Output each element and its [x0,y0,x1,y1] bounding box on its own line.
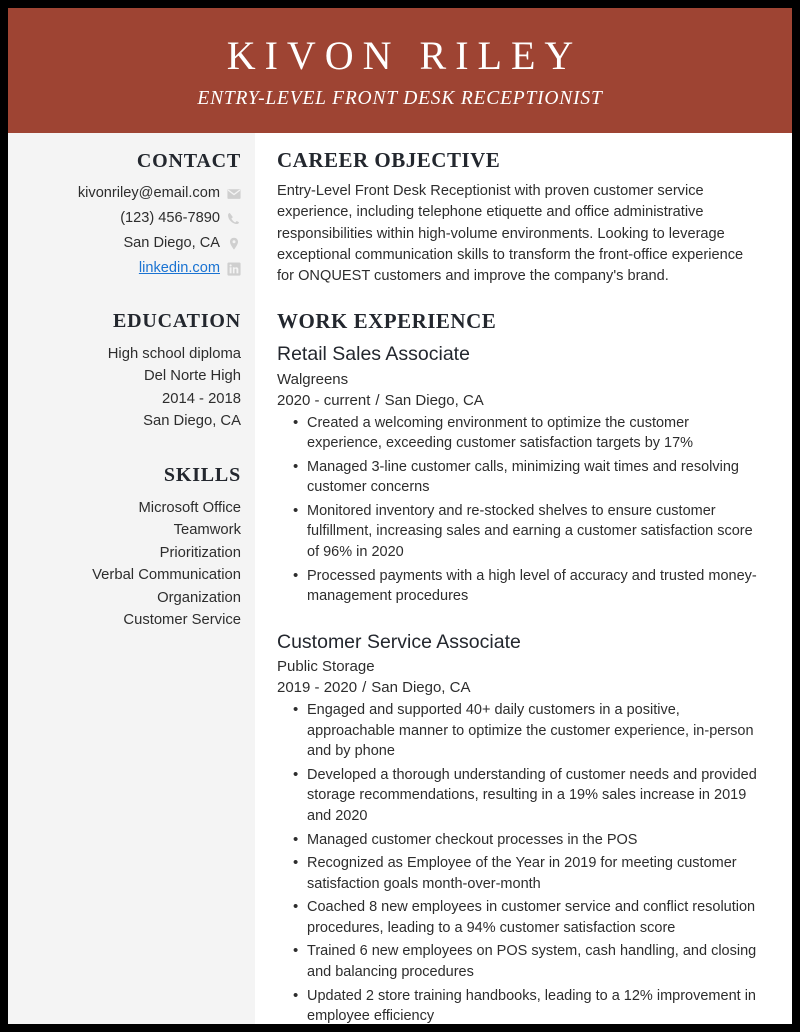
linkedin-link[interactable]: linkedin.com [138,260,220,277]
career-objective-heading: CAREER OBJECTIVE [277,148,501,172]
contact-item-location[interactable] [18,233,241,254]
education-section [18,309,241,433]
job-bullet: • Engaged and supported 40+ daily customers in a positive, approachable manner to optimize the customer experience, in-person and by phone [307,700,758,762]
job-company: Walgreens [277,370,349,388]
job-bullet: • Managed 3-line customer calls, minimizing wait times and resolving customer concerns [307,457,758,498]
contact-heading: CONTACT [136,150,241,172]
education-degree: High school diploma [107,345,241,362]
skill-item: Teamwork [173,522,241,539]
career-objective-section [277,148,758,287]
job-entry [277,342,758,607]
job-bullet: • Coached 8 new employees in customer service and conflict resolution procedures, leading to a 94% customer satisfaction score [307,897,758,938]
main-content [255,133,792,1024]
job-spacer [277,613,758,630]
skill-item: Verbal Communication [92,567,241,584]
job-dates: 2019 - 2020 [277,679,358,697]
contact-location-text: San Diego, CA [123,235,220,252]
work-experience-section [277,309,758,1024]
skill-item: Prioritization [159,544,241,561]
resume-header-banner [8,8,792,133]
section-spacer [277,287,758,309]
job-meta-separator: / [362,679,367,697]
sidebar [8,133,255,1024]
candidate-name: KIVON RILEY [226,33,583,78]
job-bullet: • Recognized as Employee of the Year in 2019 for meeting customer satisfaction goals month-over-month [307,853,758,894]
job-company: Public Storage [277,658,375,676]
education-heading: EDUCATION [113,309,241,332]
job-bullet: • Updated 2 store training handbooks, leading to a 12% improvement in employee efficiency [307,986,758,1024]
education-dates: 2014 - 2018 [162,390,241,407]
skill-item: Microsoft Office [138,499,241,516]
job-meta [277,677,758,698]
job-bullet-list [277,413,758,607]
resume-body [8,133,792,1024]
job-bullet: • Managed customer checkout processes in the POS [307,830,758,851]
job-entry [277,630,758,1024]
candidate-job-title: ENTRY-LEVEL FRONT DESK RECEPTIONIST [197,88,603,109]
job-bullet: • Trained 6 new employees on POS system, cash handling, and closing and balancing procedures [307,941,758,982]
job-bullet: • Created a welcoming environment to optimize the customer experience, exceeding customer satisfaction targets by 17% [307,413,758,454]
job-bullet: • Monitored inventory and re-stocked shelves to ensure customer fulfillment, increasing sales and earning a customer satisfaction score of 96% in 2020 [307,501,758,563]
education-location: San Diego, CA [143,413,241,430]
job-title: Retail Sales Associate [277,343,470,366]
contact-email-text: kivonriley@email.com [77,185,220,201]
job-title: Customer Service Associate [277,630,521,653]
career-objective-text: Entry-Level Front Desk Receptionist with proven customer service experience, including telephone etiquette and office administrative responsibilities within high-volume environments. Looking to leverage exceptional communication skills to transform the front-office experience for ONQUEST customers and improve the company's brand. [277,183,744,284]
job-bullet: • Developed a thorough understanding of customer needs and provided storage recommendations, resulting in a 19% sales increase in 2019 and 2020 [307,765,758,827]
contact-item-phone[interactable] [18,208,241,229]
contact-item-linkedin[interactable] [18,258,241,279]
skills-section [18,463,241,632]
skill-item: Customer Service [123,611,241,628]
work-experience-heading: WORK EXPERIENCE [277,308,497,333]
job-meta [277,390,758,411]
job-location: San Diego, CA [371,679,471,697]
contact-item-email[interactable] [18,183,241,204]
job-bullet: • Processed payments with a high level of accuracy and trusted money-management procedures [307,566,758,607]
skills-heading: SKILLS [163,463,241,486]
job-dates: 2020 - current [277,391,371,409]
contact-phone-text: (123) 456-7890 [120,210,220,227]
contact-linkedin-text [139,258,220,279]
job-bullet-list [277,700,758,1024]
envelope-icon [227,187,241,201]
location-pin-icon [227,237,241,251]
education-school: Del Norte High [143,368,241,385]
job-meta-separator: / [375,391,380,409]
contact-section [18,149,241,280]
linkedin-icon [227,262,241,276]
resume-page [8,8,792,1024]
job-location: San Diego, CA [384,391,484,409]
skill-item: Organization [157,589,241,606]
phone-icon [227,212,241,226]
